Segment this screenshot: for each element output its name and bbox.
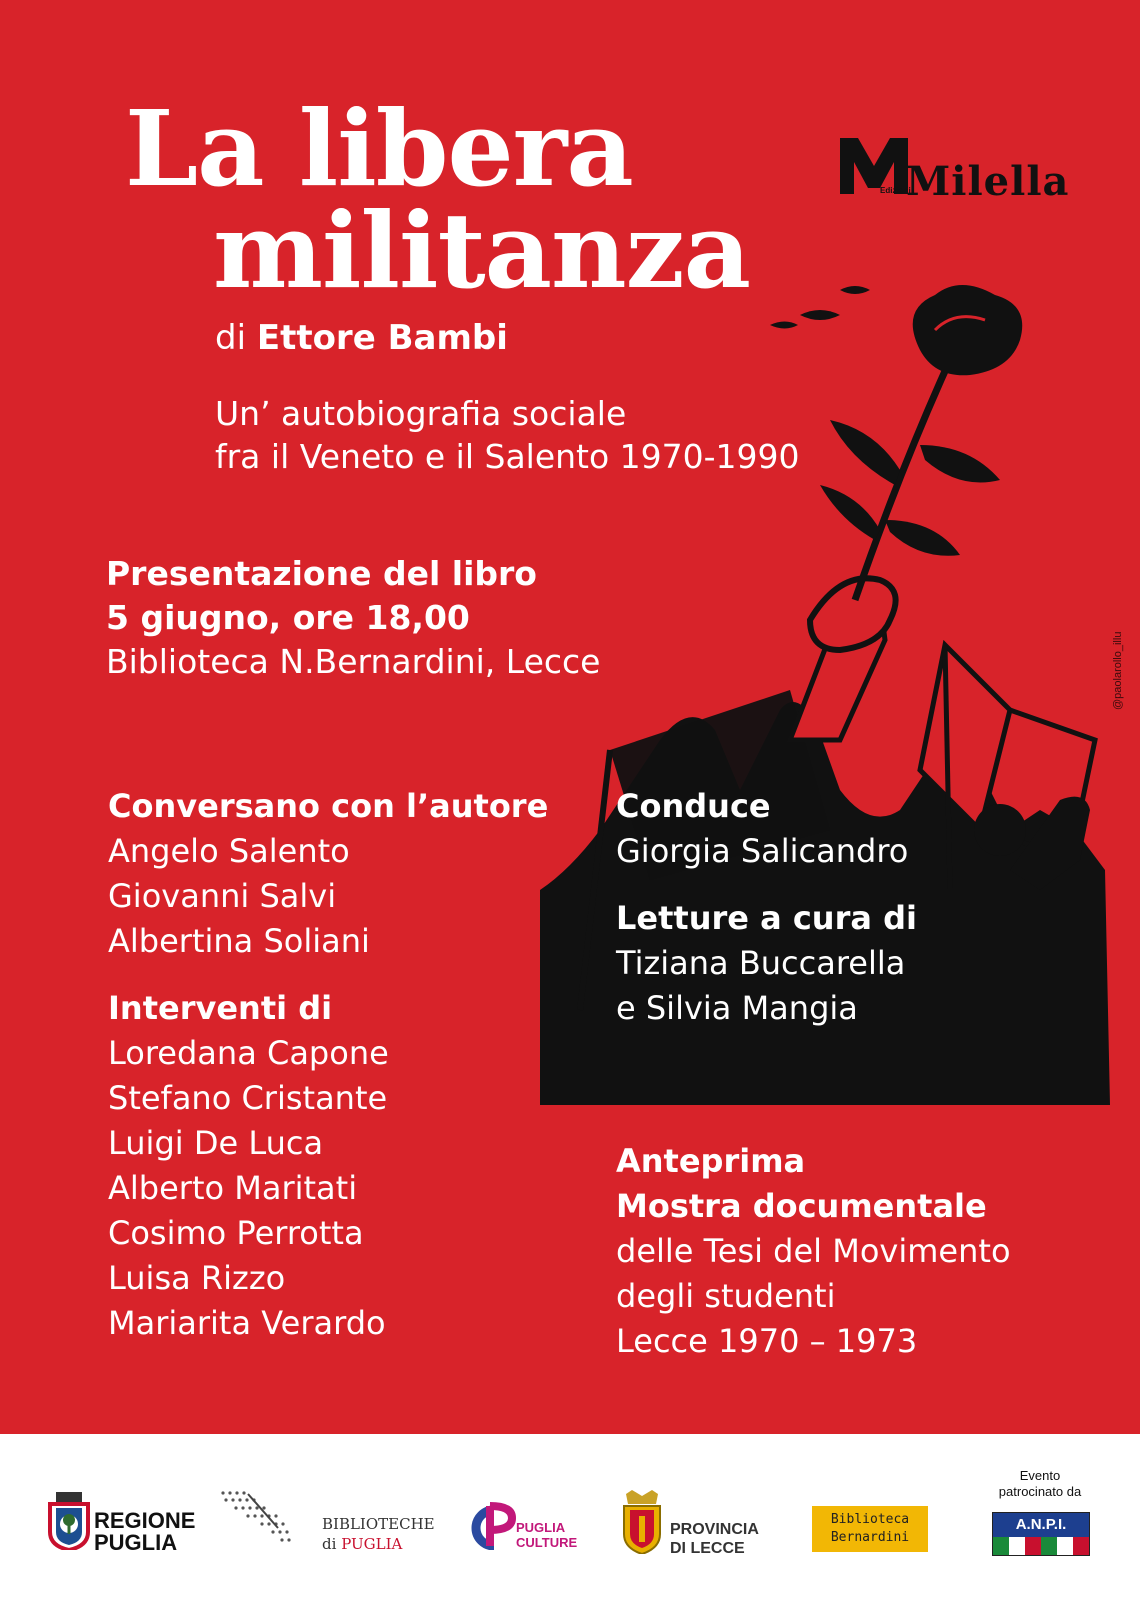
author-line: [215, 318, 508, 358]
provincia-line-1: PROVINCIA: [670, 1521, 759, 1538]
biblioteche-dots-icon: [218, 1488, 298, 1550]
conduce-heading: Conduce: [616, 787, 771, 825]
puglia-culture-line-2: CULTURE: [516, 1535, 578, 1550]
regione-crest-icon: [48, 1492, 90, 1550]
puglia-culture-icon: [466, 1502, 522, 1550]
biblioteche-line-2: PUGLIA: [341, 1535, 403, 1553]
anpi-logo: [992, 1512, 1090, 1556]
author-prefix: di: [215, 318, 247, 358]
title-line-2: militanza: [213, 189, 751, 312]
evento-line-2: patrocinato da: [998, 1484, 1082, 1499]
publisher-sub: Edizioni: [880, 186, 911, 195]
author-name: Ettore Bambi: [256, 318, 508, 358]
conversano-name: Giovanni Salvi: [108, 877, 337, 915]
left-column: [108, 784, 548, 1346]
illustrator-credit: @paolarollo_illu: [1112, 631, 1124, 710]
provincia-text: [670, 1520, 759, 1558]
event-date-time: 5 giugno, ore 18,00: [106, 598, 470, 637]
provincia-line-2: DI LECCE: [670, 1540, 745, 1557]
interventi-name: Loredana Capone: [108, 1034, 389, 1072]
biblioteche-line-1: BIBLIOTECHE: [322, 1515, 435, 1533]
title-line-1: La libera: [125, 87, 633, 210]
interventi-name: Stefano Cristante: [108, 1079, 388, 1117]
event-info: [106, 552, 600, 684]
regione-puglia-text: [94, 1510, 195, 1554]
anteprima-line-5: Lecce 1970 – 1973: [616, 1322, 918, 1360]
interventi-name: Mariarita Verardo: [108, 1304, 386, 1342]
event-venue: Biblioteca N.Bernardini, Lecce: [106, 642, 601, 681]
provincia-crest-icon: [620, 1490, 664, 1554]
letture-line-2: e Silvia Mangia: [616, 989, 858, 1027]
anteprima-line-3: delle Tesi del Movimento: [616, 1232, 1011, 1270]
book-title: [125, 87, 751, 312]
conduce-name: Giorgia Salicandro: [616, 832, 909, 870]
evento-line-1: Evento: [1019, 1468, 1061, 1483]
letture-heading: Letture a cura di: [616, 899, 917, 937]
conversano-heading: Conversano con l’autore: [108, 787, 549, 825]
right-column: [616, 784, 1011, 1364]
letture-line-1: Tiziana Buccarella: [616, 944, 906, 982]
anpi-text: A.N.P.I.: [993, 1513, 1089, 1537]
interventi-heading: Interventi di: [108, 989, 333, 1027]
anpi-flag-stripes: [993, 1537, 1089, 1556]
subtitle-line-1: Un’ autobiografia sociale: [215, 394, 627, 433]
regione-puglia-logo: [48, 1492, 90, 1555]
bernardini-line-2: Bernardini: [830, 1530, 910, 1545]
conversano-name: Albertina Soliani: [108, 922, 370, 960]
publisher-name: Milella: [906, 158, 1070, 205]
puglia-culture-text: [516, 1520, 577, 1550]
biblioteche-di: di: [322, 1535, 337, 1553]
interventi-name: Luisa Rizzo: [108, 1259, 286, 1297]
puglia-culture-line-1: PUGLIA: [516, 1520, 566, 1535]
interventi-name: Luigi De Luca: [108, 1124, 324, 1162]
mostra-heading: Mostra documentale: [616, 1187, 987, 1225]
patrocinio-caption: [990, 1468, 1090, 1500]
publisher-logo: [840, 132, 1070, 205]
bernardini-line-1: Biblioteca: [830, 1512, 910, 1527]
conversano-name: Angelo Salento: [108, 832, 350, 870]
sponsor-footer: [0, 1434, 1140, 1600]
regione-line-1: REGIONE: [94, 1508, 196, 1533]
presentation-label: Presentazione del libro: [106, 554, 537, 593]
subtitle-line-2: fra il Veneto e il Salento 1970-1990: [215, 437, 800, 476]
regione-line-2: PUGLIA: [94, 1530, 178, 1555]
biblioteche-text: [322, 1514, 435, 1554]
interventi-name: Cosimo Perrotta: [108, 1214, 364, 1252]
biblioteca-bernardini-logo: [812, 1506, 928, 1552]
anteprima-line-4: degli studenti: [616, 1277, 836, 1315]
interventi-name: Alberto Maritati: [108, 1169, 358, 1207]
subtitle: [215, 392, 800, 478]
anteprima-heading: Anteprima: [616, 1142, 806, 1180]
